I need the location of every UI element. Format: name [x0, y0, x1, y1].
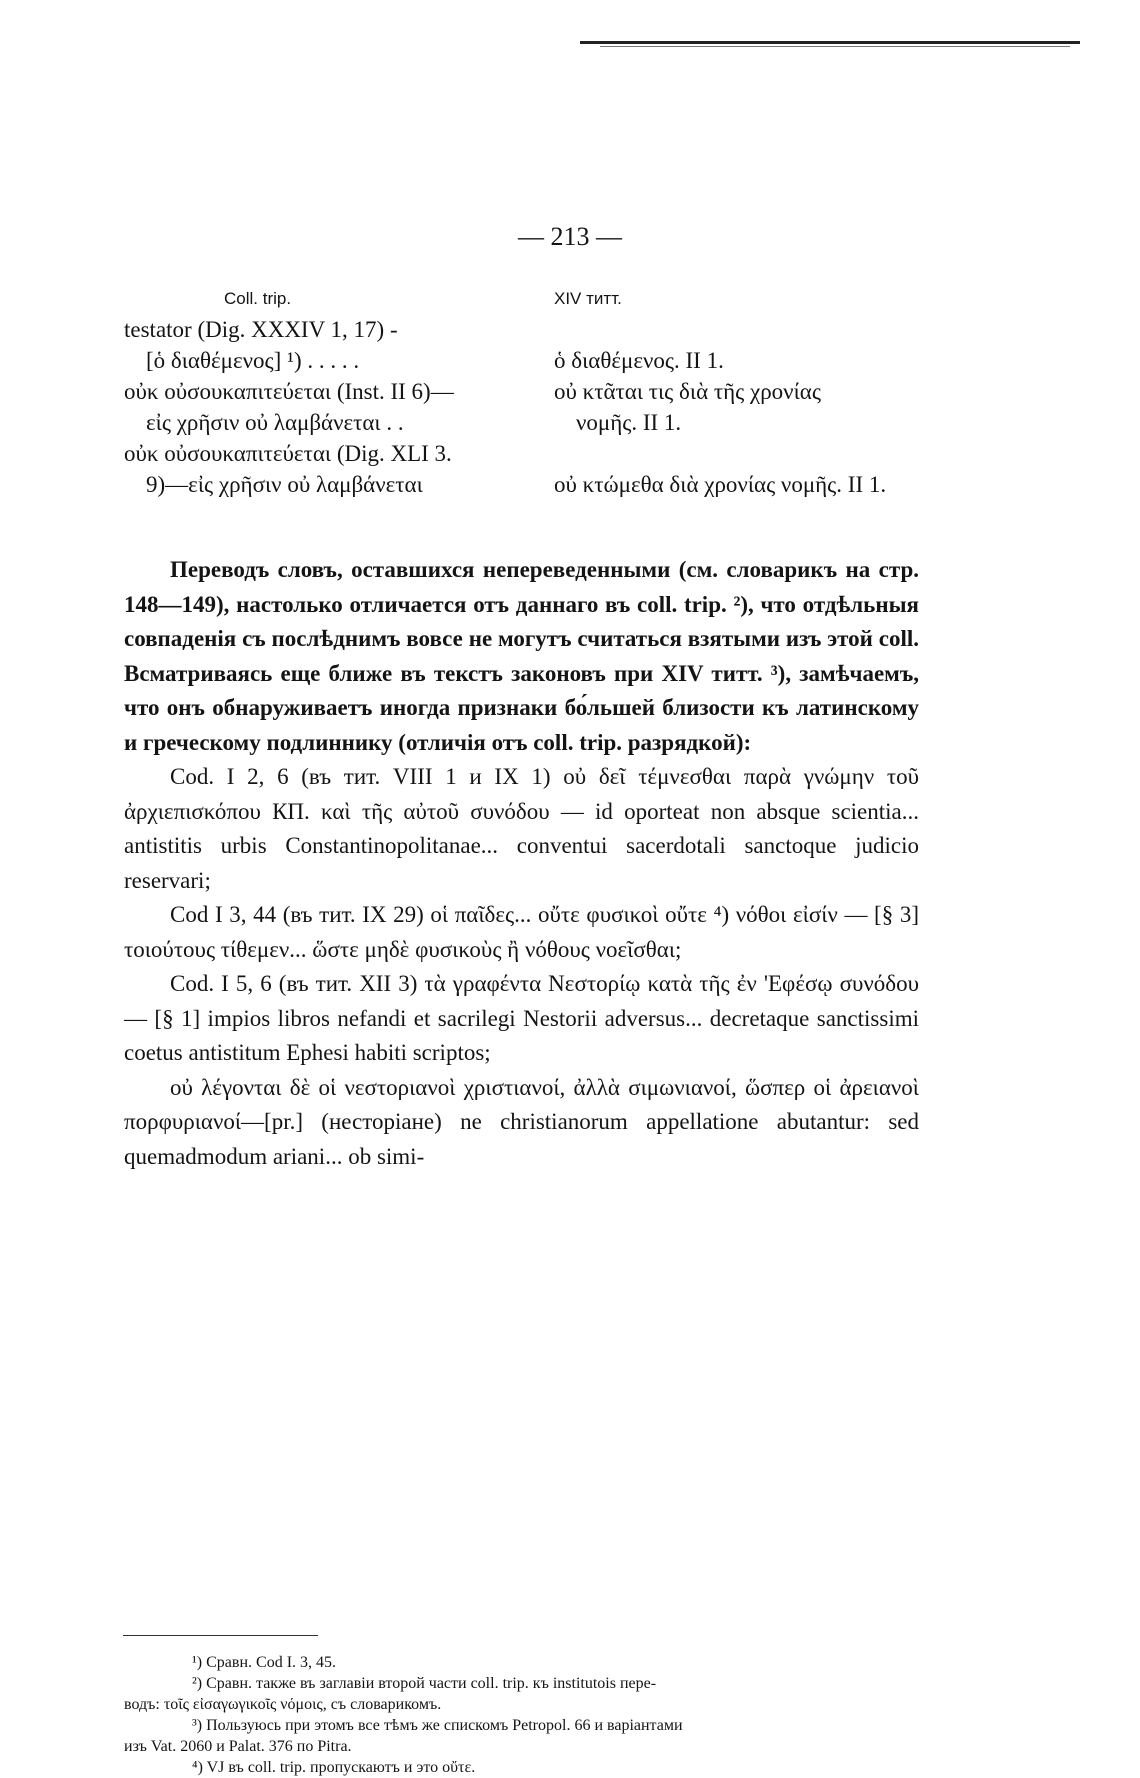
page-number: — 213 — [518, 222, 622, 251]
left-line: [ὁ διαθέμενος] ¹) . . . . . [146, 348, 360, 373]
left-column-header: Coll. trip. [224, 289, 292, 308]
right-column-header: XIV титт. [554, 289, 622, 308]
footnotes [124, 1652, 919, 1778]
citation-cod-1-2-6: Cod. I 2, 6 (въ тит. VIII 1 и IX 1) οὐ δεῖ τέμνεσθαι παρὰ γνώμην τοῦ ἀρχιεπισκόπου КП. καὶ τῆς αὐτοῦ συνόδου — id oporteat non absque scientia... antistitis urbis Constantinopolitanae... conventui sacerdotali sanctoque judicio reservari; [124, 764, 919, 893]
top-rule-thin [600, 46, 1070, 47]
footnote-2-continuation: водъ: τοῖς εἰσαγωγικοῖς νόμοις, съ словарикомъ. [124, 1696, 442, 1713]
footnote-3: ³) Пользуюсь при этомъ все тѣмъ же спискомъ Petropol. 66 и варіантами [192, 1717, 683, 1734]
citation-continuation: οὐ λέγονται δὲ οἱ νεστοριανοὶ χριστιανοί, ἀλλὰ σιμωνιανοί, ὥσπερ οἱ ἀρειανοὶ πορφυριανοί—[pr.] (несторіане) ne christianorum appellatione abutantur: sed quemadmodum ariani... ob simi- [124, 1074, 919, 1169]
left-line: 9)—εἰς χρῆσιν οὐ λαμβάνεται [146, 472, 423, 497]
right-line: ὁ διαθέμενος. II 1. [554, 348, 724, 373]
left-line: εἰς χρῆσιν οὐ λαμβάνεται . . [146, 410, 404, 435]
citation-cod-1-5-6: Cod. I 5, 6 (въ тит. XII 3) τὰ γραφέντα Νεστορίῳ κατὰ τῆς ἐν 'Εφέσῳ συνόδου — [§ 1] impios libros nefandi et sacrilegi Nestorii adversus... decretaque sanctissimi coetus antistitum Ephesi habiti scriptos; [124, 971, 919, 1065]
footnote-2: ²) Сравн. также въ заглавіи второй части coll. trip. къ institutois пере- [192, 1675, 657, 1692]
main-text [124, 553, 919, 1174]
footnote-1: ¹) Сравн. Cod I. 3, 45. [192, 1654, 337, 1671]
paragraph-intro: Переводъ словъ, оставшихся непереведенными (см. словарикъ на стр. 148—149), настолько отличается отъ даннаго въ coll. trip. ²), что отдѣльныя совпаденія съ послѣднимъ вовсе не могутъ считаться взятыми изъ этой coll. Всматриваясь еще ближе въ текстъ законовъ при XIV титт. ³), замѣчаемъ, что онъ обнаруживаетъ иногда признаки бо́льшей близости къ латинскому и греческому подлиннику (отличія отъ coll. trip. разрядкой): [124, 557, 919, 755]
right-line: οὐ κτώμεθα διὰ χρονίας νομῆς. II 1. [554, 472, 887, 497]
footnote-4: ⁴) VJ въ coll. trip. пропускаютъ и это οὔτε. [192, 1759, 476, 1776]
right-line: νομῆς. II 1. [576, 410, 682, 435]
top-rule [580, 41, 1080, 44]
left-line: οὐκ οὐσουκαπιτεύεται (Dig. XLI 3. [124, 441, 452, 466]
left-line: οὐκ οὐσουκαπιτεύεται (Inst. II 6)— [124, 379, 454, 404]
right-line: οὐ κτᾶται τις διὰ τῆς χρονίας [554, 379, 821, 404]
footnote-rule [123, 1635, 318, 1636]
left-line: testator (Dig. XXXIV 1, 17) - [124, 317, 398, 342]
right-line [554, 314, 994, 345]
right-column [554, 283, 994, 500]
footnote-3-continuation: изъ Vat. 2060 и Palat. 376 по Pitra. [124, 1738, 352, 1755]
citation-cod-1-3-44: Cod I 3, 44 (въ тит. IX 29) οἱ παῖδες... οὔτε φυσικοὶ οὔτε ⁴) νόθοι εἰσίν — [§ 3] τοιούτους τίθεμεν... ὥστε μηδὲ φυσικοὺς ἢ νόθους νοεῖσθαι; [124, 902, 919, 962]
left-column [124, 283, 539, 500]
right-line [554, 438, 994, 469]
